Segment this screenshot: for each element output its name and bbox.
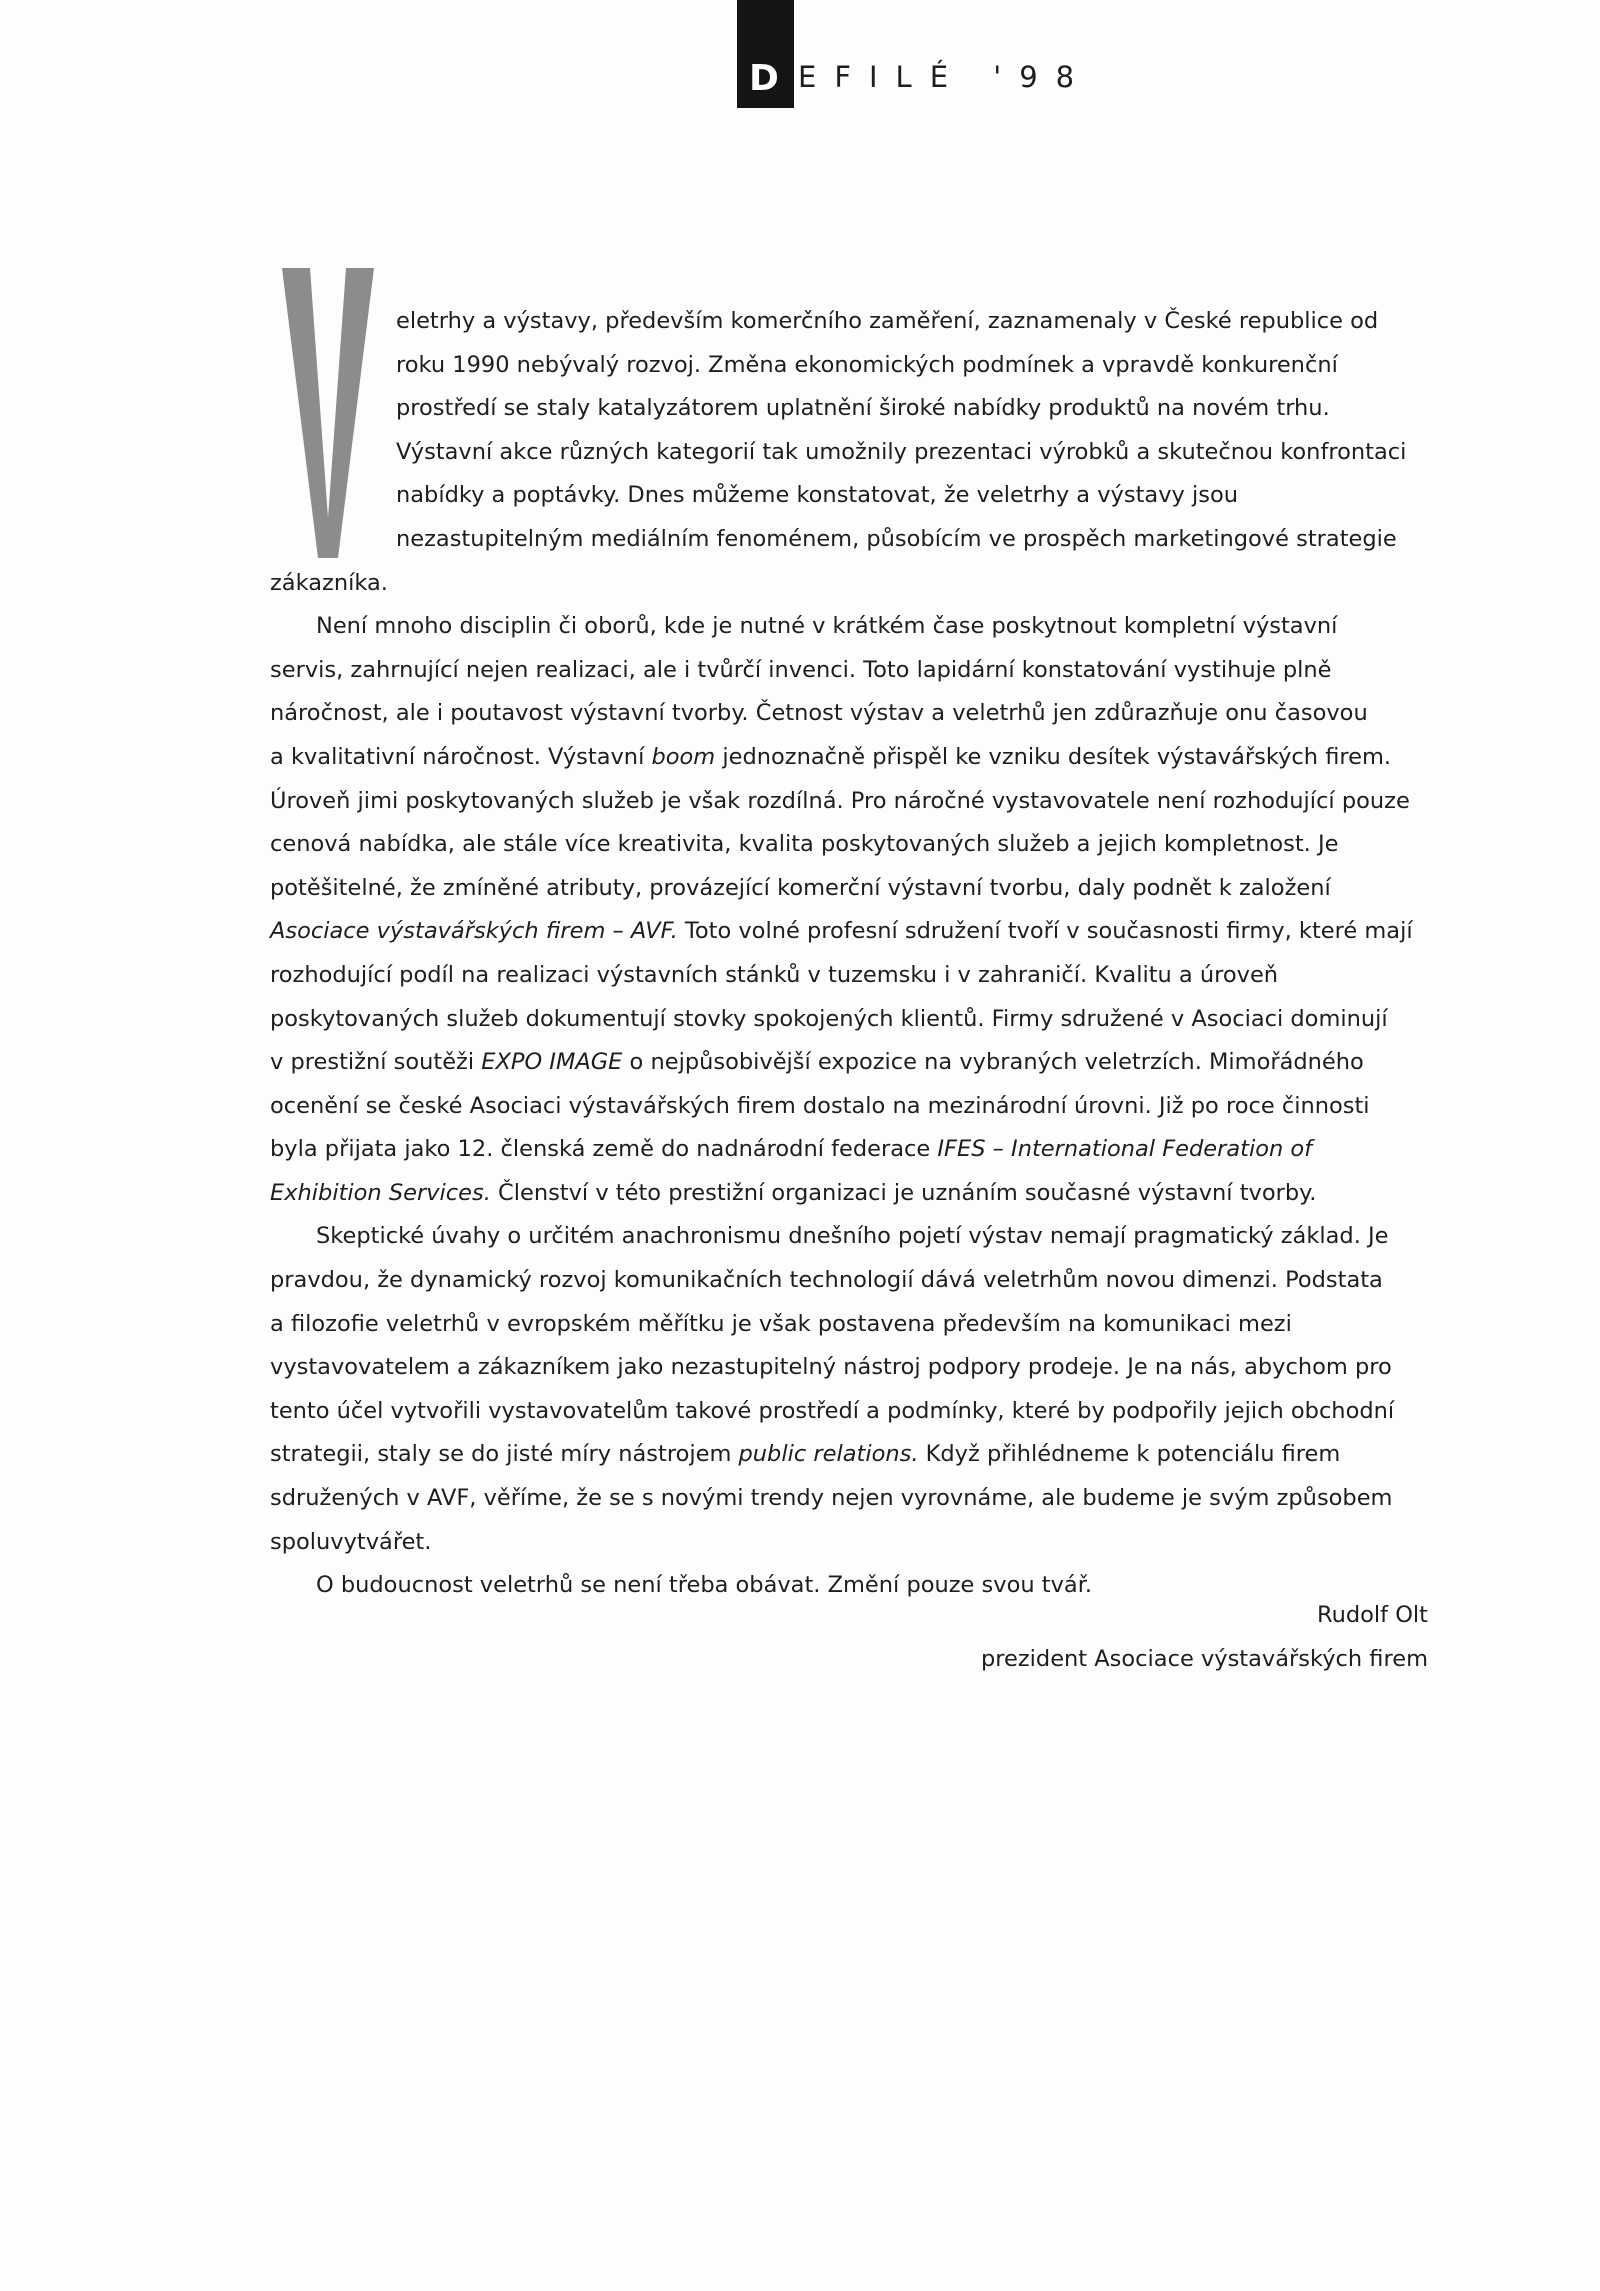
italic-term: IFES – International Federation of (937, 1136, 1313, 1163)
text-line: prostředí se staly katalyzátorem uplatnění široké nabídky produktů na novém trhu. (396, 395, 1330, 422)
italic-term: Asociace výstavářských firem – AVF. (270, 918, 678, 945)
text-line: O budoucnost veletrhů se není třeba obávat. Změní pouze svou tvář. (316, 1572, 1093, 1599)
italic-term: Exhibition Services. (270, 1179, 491, 1206)
text-line: tento účel vytvořili vystavovatelům takové prostředí a podmínky, které by podpořily jejich obchodní (270, 1397, 1395, 1424)
text-line: potěšitelné, že zmíněné atributy, provázející komerční výstavní tvorbu, daly podnět k založení (270, 874, 1331, 901)
text-line: eletrhy a výstavy, především komerčního zaměření, zaznamenaly v České republice od (396, 308, 1379, 334)
text-line: poskytovaných služeb dokumentují stovky spokojených klientů. Firmy sdružené v Asociaci dominují (270, 1005, 1388, 1032)
italic-term: EXPO IMAGE (481, 1049, 623, 1076)
text-line: v prestižní soutěži EXPO IMAGE o nejpůsobivější expozice na vybraných veletrzích. Mimořádného (270, 1049, 1364, 1076)
text-line: ocenění se české Asociaci výstavářských firem dostalo na mezinárodní úrovni. Již po roce činnosti (270, 1092, 1370, 1119)
text-line: spoluvytvářet. (270, 1528, 432, 1555)
text-line: zákazníka. (270, 569, 388, 596)
text-line: byla přijata jako 12. členská země do nadnárodní federace IFES – International Federation of (270, 1136, 1313, 1163)
text-line: pravdou, že dynamický rozvoj komunikačních technologií dává veletrhům novou dimenzi. Podstata (270, 1267, 1383, 1294)
text-line: Skeptické úvahy o určitém anachronismu dnešního pojetí výstav nemají pragmatický základ. Je (316, 1223, 1389, 1250)
text-line: vystavovatelem a zákazníkem jako nezastupitelný nástroj podpory prodeje. Je na nás, abychom pro (270, 1354, 1392, 1381)
text-line: sdružených v AVF, věříme, že se s novými trendy nejen vyrovnáme, ale budeme je svým způsobem (270, 1485, 1393, 1512)
text-line: cenová nabídka, ale stále více kreativita, kvalita poskytovaných služeb a jejich kompletnost. Je (270, 831, 1339, 858)
text-line: nezastupitelným mediálním fenoménem, působícím ve prospěch marketingové strategie (396, 525, 1397, 552)
signature-title: prezident Asociace výstavářských firem (980, 1646, 1428, 1672)
text-line: Výstavní akce různých kategorií tak umožnily prezentaci výrobků a skutečnou konfrontaci (396, 438, 1407, 465)
text-line: rozhodující podíl na realizaci výstavních stánků v tuzemsku i v zahraničí. Kvalitu a úroveň (270, 961, 1279, 988)
logo-text: EFILÉ '98 (798, 60, 1093, 94)
text-line: Exhibition Services. Členství v této prestižní organizaci je uznáním současné výstavní tvorby. (270, 1179, 1317, 1206)
signature-name: Rudolf Olt (1316, 1602, 1428, 1628)
text-line: strategii, staly se do jisté míry nástrojem public relations. Když přihlédneme k potenciálu firem (270, 1441, 1341, 1468)
article-body (270, 300, 1428, 1608)
text-line: Úroveň jimi poskytovaných služeb je však rozdílná. Pro náročné vystavovatele není rozhodující pouze (270, 787, 1410, 814)
text-line: roku 1990 nebývalý rozvoj. Změna ekonomických podmínek a vpravdě konkurenční (396, 351, 1338, 378)
text-line: nabídky a poptávky. Dnes můžeme konstatovat, že veletrhy a výstavy jsou (396, 482, 1238, 509)
dropcap-letter: V (328, 418, 329, 419)
text-line: servis, zahrnující nejen realizaci, ale i tvůrčí invenci. Toto lapidární konstatování vystihuje plně (270, 656, 1332, 683)
text-line: Asociace výstavářských firem – AVF. Toto volné profesní sdružení tvoří v současnosti firmy, které mají (270, 918, 1413, 945)
text-line: a kvalitativní náročnost. Výstavní boom jednoznačně přispěl ke vzniku desítek výstavářských firem. (270, 743, 1392, 770)
text-line: náročnost, ale i poutavost výstavní tvorby. Četnost výstav a veletrhů jen zdůrazňuje onu časovou (270, 700, 1368, 727)
italic-term: boom (651, 743, 716, 770)
italic-term: public relations. (738, 1441, 919, 1468)
text-line: a filozofie veletrhů v evropském měřítku je však postavena především na komunikaci mezi (270, 1310, 1292, 1337)
logo-letter: D (749, 58, 779, 99)
text-line: Není mnoho disciplin či oborů, kde je nutné v krátkém čase poskytnout kompletní výstavní (316, 613, 1338, 640)
